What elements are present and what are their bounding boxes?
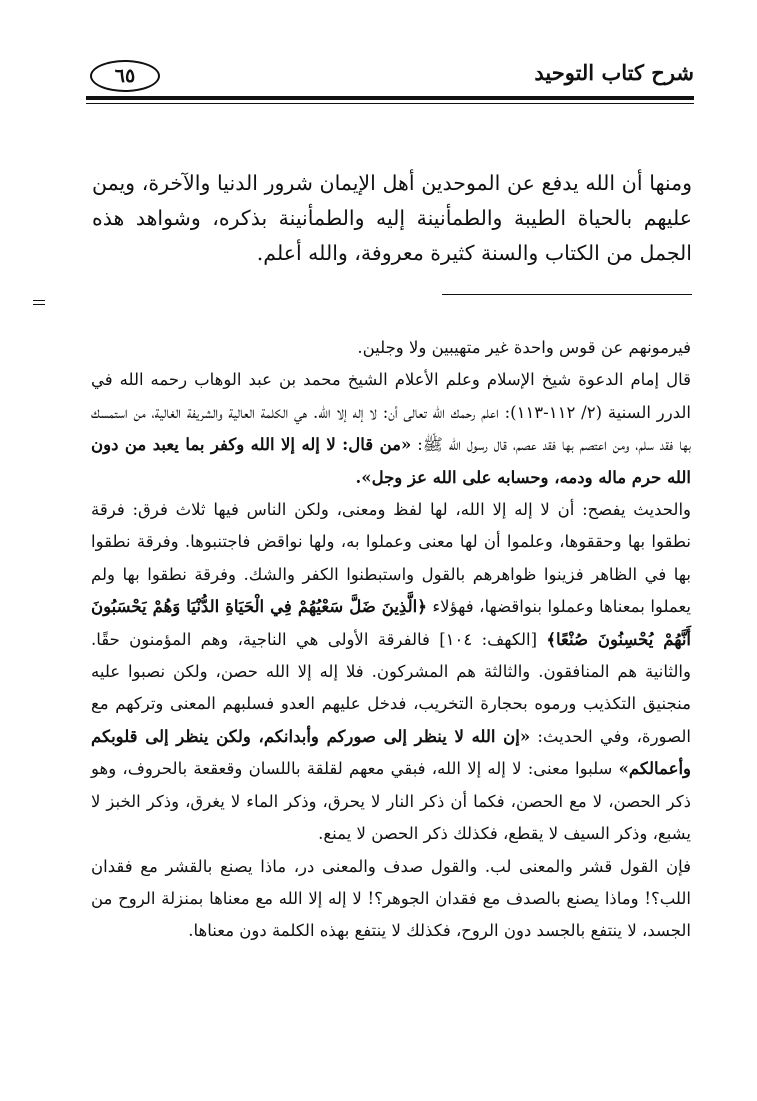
- footnote-paragraph-2: [91, 364, 691, 494]
- footnote-block: [91, 332, 691, 948]
- running-title: شرح كتاب التوحيد: [534, 60, 694, 85]
- footnote-paragraph-4: فإن القول قشر والمعنى لب. والقول صدف والمعنى در، ماذا يصنع بالقشر مع فقدان اللب؟! وماذا يصنع بالصدف مع فقدان الجوهر؟! لا إله إلا الله مع معناها بمنزلة الروح من الجسد، لا ينتفع بالجسد دون الروح، فكذلك لا ينتفع بهذه الكلمة دون معناها.: [91, 856, 691, 941]
- hadith-quote: «إن الله لا ينظر إلى صوركم وأبدانكم، ولكن ينظر إلى قلوبكم وأعمالكم»: [91, 726, 691, 779]
- page-number-badge: [90, 60, 160, 92]
- footnote-paragraph-3: [91, 494, 691, 850]
- page-header: [86, 58, 694, 112]
- footnote-text: [الكهف: ١٠٤] فالفرقة الأولى هي الناجية، وهم المؤمنون حقًا. والثانية هم المنافقون. والثالثة هم المشركون. فلا إله إلا الله حصن، ولكن نصبوا عليه منجنيق التكذيب ورموه بحجارة التخريب، فدخل عليهم العدو فسلبهم المعنى وتركهم مع الصورة، وفي الحديث:: [91, 629, 691, 746]
- main-text: [92, 166, 692, 271]
- footnote-text: قال إمام الدعوة شيخ الإسلام وعلم الأعلام الشيخ محمد بن عبد الوهاب رحمه الله في الدرر السنية (٢/ ١١٢-١١٣): اعلم رحمك الله تعالى أن: لا إله إلا الله. هي الكلمة العالية والشريفة الغالية، من استمسك بها فقد سلم، ومن اعتصم بها فقد عصم، قال رسول الله ﷺ:: [91, 370, 691, 455]
- footnote-text: سلبوا معنى: لا إله إلا الله، فبقي معهم لقلقة باللسان وقعقعة بالحروف، وهو ذكر الحصن، لا مع الحصن، فكما أن ذكر النار لا يحرق، وذكر الماء لا يغرق، وذكر الخبز لا يشبع، وذكر السيف لا يقطع، فكذلك ذكر الحصن لا يمنع.: [91, 759, 691, 844]
- footnote-paragraph-1: فيرمونهم عن قوس واحدة غير متهيبين ولا وجلين.: [357, 338, 691, 357]
- page-number: ٦٥: [114, 65, 136, 87]
- header-rule-thick: [86, 96, 694, 100]
- hadith-quote: «من قال: لا إله إلا الله وكفر بما يعبد من دون الله حرم ماله ودمه، وحسابه على الله عز وجل».: [91, 435, 691, 487]
- quran-verse: ﴿الَّذِينَ ضَلَّ سَعْيُهُمْ فِي الْحَيَاةِ الدُّنْيَا وَهُمْ يَحْسَبُونَ أَنَّهُمْ يُحْسِنُونَ صُنْعًا﴾: [91, 597, 691, 649]
- header-rule-thin: [86, 103, 694, 104]
- footnote-continuation-mark: [33, 300, 45, 305]
- main-paragraph: ومنها أن الله يدفع عن الموحدين أهل الإيمان شرور الدنيا والآخرة، ويمن عليهم بالحياة الطيبة والطمأنينة إليه والطمأنينة بذكره، وشواهد هذه الجمل من الكتاب والسنة كثيرة معروفة، والله أعلم.: [92, 171, 692, 265]
- footnote-text: والحديث يفصح: أن لا إله إلا الله، لها لفظ ومعنى، ولكن الناس فيها ثلاث فرق: فرقة نطقوا بها وحققوها، وعلموا أن لها معنى وعملوا به، ولها نواقض فاجتنبوها. وفرقة نطقوا بها في الظاهر فزينوا ظواهرهم بالقول واستبطنوا الكفر والشك. وفرقة نطقوا بها ولم يعملوا بمعناها وعملوا بنواقضها، فهؤلاء: [91, 500, 691, 617]
- footnote-separator: [442, 294, 692, 295]
